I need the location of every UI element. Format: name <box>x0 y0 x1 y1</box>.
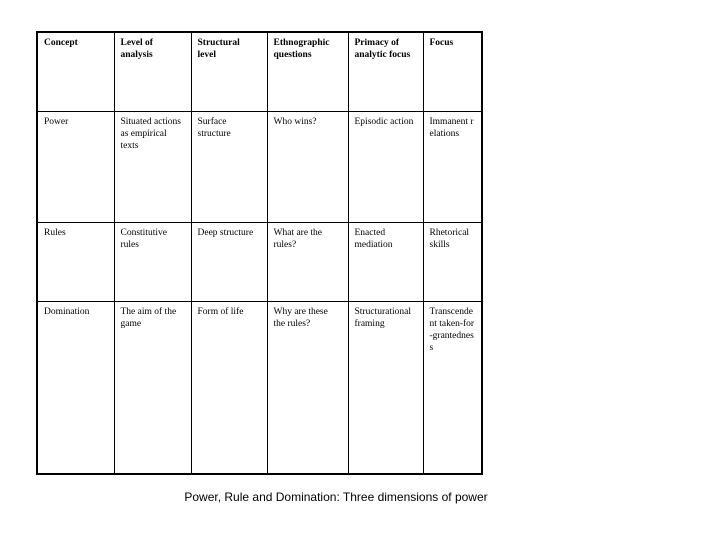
cell-concept: Power <box>37 111 114 222</box>
cell-structural-level: Form of life <box>191 301 267 474</box>
header-ethnographic-questions: Ethnographic questions <box>267 32 348 111</box>
dimensions-table <box>36 31 483 475</box>
table-header-row <box>37 32 482 111</box>
cell-structural-level: Deep structure <box>191 222 267 301</box>
header-concept: Concept <box>37 32 114 111</box>
header-structural-level: Structural level <box>191 32 267 111</box>
cell-level-of-analysis: Constitutive rules <box>114 222 191 301</box>
table-row <box>37 301 482 474</box>
cell-concept: Domination <box>37 301 114 474</box>
cell-level-of-analysis: The aim of the game <box>114 301 191 474</box>
cell-ethnographic-questions: Who wins? <box>267 111 348 222</box>
cell-primacy-of-analytic-focus: Structurational framing <box>348 301 423 474</box>
table-row <box>37 111 482 222</box>
table-row <box>37 222 482 301</box>
header-focus: Focus <box>423 32 482 111</box>
cell-primacy-of-analytic-focus: Episodic action <box>348 111 423 222</box>
cell-focus: Immanent relations <box>423 111 482 222</box>
cell-focus: Rhetorical skills <box>423 222 482 301</box>
cell-ethnographic-questions: What are the rules? <box>267 222 348 301</box>
cell-structural-level: Surface structure <box>191 111 267 222</box>
cell-concept: Rules <box>37 222 114 301</box>
cell-ethnographic-questions: Why are these the rules? <box>267 301 348 474</box>
table-caption: Power, Rule and Domination: Three dimensions of power <box>184 490 488 504</box>
cell-focus: Transcendent taken-for-grantedness <box>423 301 482 474</box>
header-level-of-analysis: Level of analysis <box>114 32 191 111</box>
cell-level-of-analysis: Situated actions as empirical texts <box>114 111 191 222</box>
header-primacy-of-analytic-focus: Primacy of analytic focus <box>348 32 423 111</box>
cell-primacy-of-analytic-focus: Enacted mediation <box>348 222 423 301</box>
